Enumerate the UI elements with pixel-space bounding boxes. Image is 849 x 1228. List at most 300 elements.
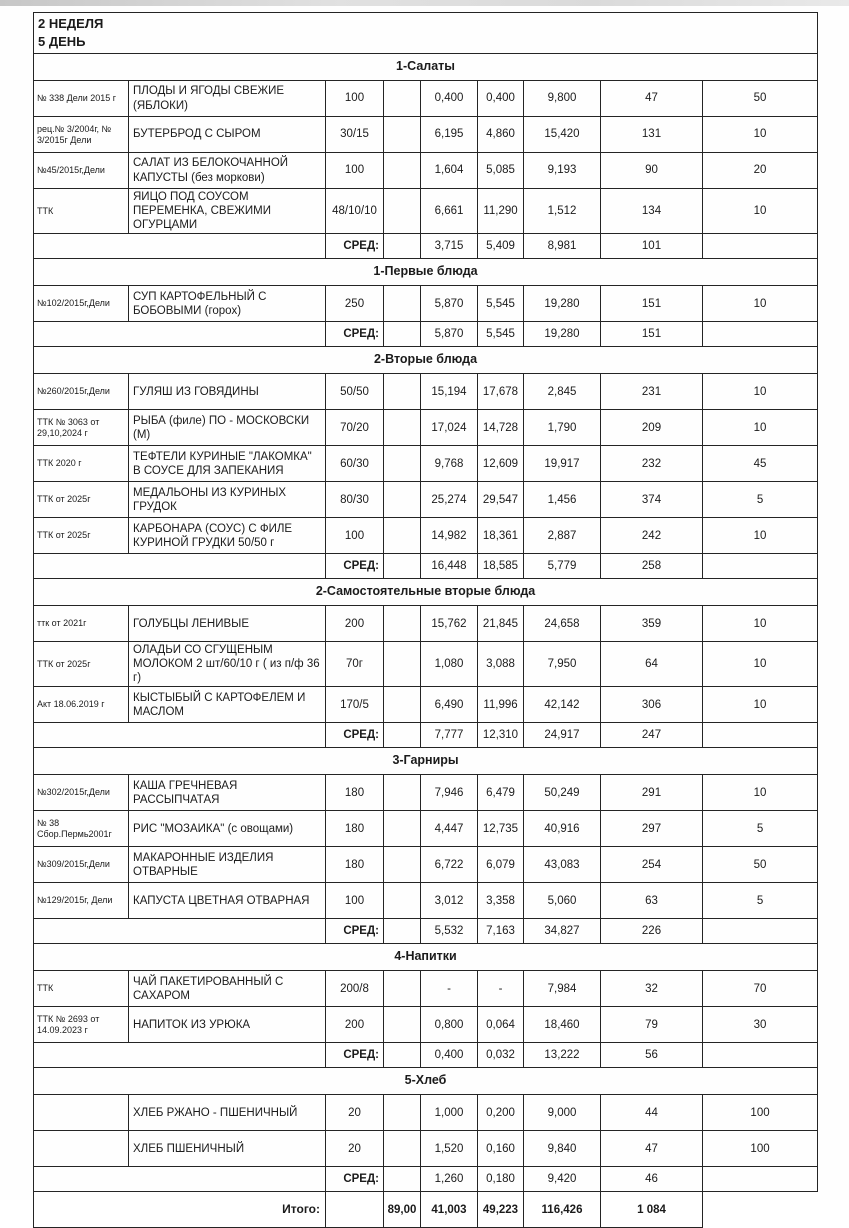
portion-size: 60/30 bbox=[326, 446, 384, 482]
dish-value-v1: 25,274 bbox=[421, 482, 478, 518]
menu-table bbox=[33, 12, 818, 1228]
dish-value-v5: 5 bbox=[703, 883, 818, 919]
section-header-row bbox=[34, 579, 818, 606]
dish-row bbox=[34, 775, 818, 811]
dish-value-v1: 0,400 bbox=[421, 81, 478, 117]
empty-cell bbox=[34, 322, 326, 347]
dish-value-v2: 5,545 bbox=[478, 286, 524, 322]
recipe-ref: ТТК от 2025г bbox=[34, 482, 129, 518]
total-row bbox=[34, 1192, 818, 1228]
dish-value-v4: 297 bbox=[601, 811, 703, 847]
dish-value-v5: 30 bbox=[703, 1007, 818, 1043]
empty-cell bbox=[384, 971, 421, 1007]
portion-size: 20 bbox=[326, 1095, 384, 1131]
avg-row bbox=[34, 723, 818, 748]
dish-value-v4: 359 bbox=[601, 606, 703, 642]
dish-name: РИС "МОЗАИКА" (с овощами) bbox=[129, 811, 326, 847]
dish-value-v1: 15,762 bbox=[421, 606, 478, 642]
dish-value-v3: 9,800 bbox=[524, 81, 601, 117]
avg-value-v1: 5,870 bbox=[421, 322, 478, 347]
avg-value-v2: 5,409 bbox=[478, 234, 524, 259]
avg-value-v2: 12,310 bbox=[478, 723, 524, 748]
dish-value-v2: 29,547 bbox=[478, 482, 524, 518]
dish-value-v5: 10 bbox=[703, 374, 818, 410]
dish-value-v2: 12,735 bbox=[478, 811, 524, 847]
portion-size: 180 bbox=[326, 811, 384, 847]
dish-value-v4: 47 bbox=[601, 81, 703, 117]
total-value-1: 41,003 bbox=[421, 1192, 478, 1228]
section-title: 4-Напитки bbox=[34, 944, 818, 971]
dish-value-v5: 50 bbox=[703, 81, 818, 117]
dish-row bbox=[34, 374, 818, 410]
dish-value-v2: 0,200 bbox=[478, 1095, 524, 1131]
empty-cell bbox=[703, 322, 818, 347]
dish-name: КАРБОНАРА (СОУС) С ФИЛЕ КУРИНОЙ ГРУДКИ 50/50 г bbox=[129, 518, 326, 554]
empty-cell bbox=[384, 286, 421, 322]
recipe-ref: №129/2015г, Дели bbox=[34, 883, 129, 919]
dish-row bbox=[34, 482, 818, 518]
empty-cell bbox=[34, 1043, 326, 1068]
dish-row bbox=[34, 642, 818, 687]
dish-row bbox=[34, 687, 818, 723]
dish-name: РЫБА (филе) ПО - МОСКОВСКИ (М) bbox=[129, 410, 326, 446]
dish-value-v5: 70 bbox=[703, 971, 818, 1007]
dish-value-v3: 42,142 bbox=[524, 687, 601, 723]
dish-value-v5: 10 bbox=[703, 410, 818, 446]
dish-value-v2: 6,479 bbox=[478, 775, 524, 811]
dish-value-v2: 5,085 bbox=[478, 153, 524, 189]
dish-row bbox=[34, 410, 818, 446]
portion-size: 200/8 bbox=[326, 971, 384, 1007]
avg-value-v3: 9,420 bbox=[524, 1167, 601, 1192]
empty-cell bbox=[384, 723, 421, 748]
avg-label: СРЕД: bbox=[326, 234, 384, 259]
portion-size: 80/30 bbox=[326, 482, 384, 518]
empty-cell bbox=[384, 554, 421, 579]
avg-value-v4: 226 bbox=[601, 919, 703, 944]
portion-size: 200 bbox=[326, 1007, 384, 1043]
dish-row bbox=[34, 1095, 818, 1131]
portion-size: 180 bbox=[326, 847, 384, 883]
dish-row bbox=[34, 286, 818, 322]
avg-value-v4: 56 bbox=[601, 1043, 703, 1068]
recipe-ref: № 38 Сбор.Пермь2001г bbox=[34, 811, 129, 847]
avg-label: СРЕД: bbox=[326, 1043, 384, 1068]
dish-value-v4: 79 bbox=[601, 1007, 703, 1043]
dish-value-v1: 17,024 bbox=[421, 410, 478, 446]
empty-cell bbox=[703, 234, 818, 259]
dish-value-v1: 1,520 bbox=[421, 1131, 478, 1167]
avg-value-v3: 5,779 bbox=[524, 554, 601, 579]
empty-cell bbox=[34, 1167, 326, 1192]
dish-value-v5: 50 bbox=[703, 847, 818, 883]
avg-value-v3: 13,222 bbox=[524, 1043, 601, 1068]
dish-value-v2: 18,361 bbox=[478, 518, 524, 554]
dish-value-v2: 11,290 bbox=[478, 189, 524, 234]
empty-cell bbox=[384, 81, 421, 117]
empty-cell bbox=[384, 518, 421, 554]
empty-cell bbox=[34, 723, 326, 748]
dish-value-v5: 10 bbox=[703, 642, 818, 687]
empty-cell bbox=[703, 919, 818, 944]
dish-value-v4: 63 bbox=[601, 883, 703, 919]
dish-value-v2: 3,358 bbox=[478, 883, 524, 919]
dish-value-v1: 5,870 bbox=[421, 286, 478, 322]
recipe-ref: №309/2015г,Дели bbox=[34, 847, 129, 883]
portion-size: 250 bbox=[326, 286, 384, 322]
dish-row bbox=[34, 811, 818, 847]
dish-value-v4: 291 bbox=[601, 775, 703, 811]
section-title: 2-Вторые блюда bbox=[34, 347, 818, 374]
empty-cell bbox=[384, 234, 421, 259]
avg-row bbox=[34, 554, 818, 579]
total-value-4: 1 084 bbox=[601, 1192, 703, 1228]
avg-row bbox=[34, 322, 818, 347]
dish-value-v3: 40,916 bbox=[524, 811, 601, 847]
section-header-row bbox=[34, 944, 818, 971]
avg-value-v4: 101 bbox=[601, 234, 703, 259]
dish-value-v4: 90 bbox=[601, 153, 703, 189]
dish-value-v5: 10 bbox=[703, 775, 818, 811]
avg-value-v2: 5,545 bbox=[478, 322, 524, 347]
dish-row bbox=[34, 1131, 818, 1167]
dish-value-v5: 10 bbox=[703, 189, 818, 234]
total-label: Итого: bbox=[34, 1192, 326, 1228]
dish-value-v4: 232 bbox=[601, 446, 703, 482]
section-title: 2-Самостоятельные вторые блюда bbox=[34, 579, 818, 606]
dish-value-v1: 6,722 bbox=[421, 847, 478, 883]
portion-size: 70г bbox=[326, 642, 384, 687]
dish-name: КЫСТЫБЫЙ С КАРТОФЕЛЕМ И МАСЛОМ bbox=[129, 687, 326, 723]
avg-value-v2: 0,180 bbox=[478, 1167, 524, 1192]
dish-value-v4: 231 bbox=[601, 374, 703, 410]
avg-value-v1: 7,777 bbox=[421, 723, 478, 748]
avg-row bbox=[34, 1043, 818, 1068]
dish-name: НАПИТОК ИЗ УРЮКА bbox=[129, 1007, 326, 1043]
dish-value-v1: 7,946 bbox=[421, 775, 478, 811]
portion-size: 50/50 bbox=[326, 374, 384, 410]
dish-value-v3: 24,658 bbox=[524, 606, 601, 642]
empty-cell bbox=[703, 554, 818, 579]
dish-value-v3: 5,060 bbox=[524, 883, 601, 919]
dish-value-v3: 19,280 bbox=[524, 286, 601, 322]
recipe-ref: ТТК от 2025г bbox=[34, 642, 129, 687]
dish-value-v1: 6,195 bbox=[421, 117, 478, 153]
dish-name: ЯИЦО ПОД СОУСОМ ПЕРЕМЕНКА, СВЕЖИМИ ОГУРЦАМИ bbox=[129, 189, 326, 234]
empty-cell bbox=[703, 1043, 818, 1068]
dish-name: МЕДАЛЬОНЫ ИЗ КУРИНЫХ ГРУДОК bbox=[129, 482, 326, 518]
dish-value-v4: 374 bbox=[601, 482, 703, 518]
total-value-2: 49,223 bbox=[478, 1192, 524, 1228]
recipe-ref: ТТК от 2025г bbox=[34, 518, 129, 554]
dish-name: ХЛЕБ РЖАНО - ПШЕНИЧНЫЙ bbox=[129, 1095, 326, 1131]
portion-size: 20 bbox=[326, 1131, 384, 1167]
dish-value-v3: 50,249 bbox=[524, 775, 601, 811]
dish-value-v3: 9,193 bbox=[524, 153, 601, 189]
empty-cell bbox=[384, 775, 421, 811]
dish-value-v3: 9,000 bbox=[524, 1095, 601, 1131]
empty-cell bbox=[384, 847, 421, 883]
empty-cell bbox=[384, 1043, 421, 1068]
portion-size: 30/15 bbox=[326, 117, 384, 153]
dish-row bbox=[34, 117, 818, 153]
dish-name: ТЕФТЕЛИ КУРИНЫЕ "ЛАКОМКА" В СОУСЕ ДЛЯ ЗАПЕКАНИЯ bbox=[129, 446, 326, 482]
dish-value-v4: 209 bbox=[601, 410, 703, 446]
dish-value-v4: 64 bbox=[601, 642, 703, 687]
dish-value-v3: 7,950 bbox=[524, 642, 601, 687]
dish-row bbox=[34, 883, 818, 919]
recipe-ref: ТТК № 3063 от 29,10,2024 г bbox=[34, 410, 129, 446]
avg-value-v1: 5,532 bbox=[421, 919, 478, 944]
recipe-ref: №302/2015г,Дели bbox=[34, 775, 129, 811]
empty-cell bbox=[384, 117, 421, 153]
avg-value-v4: 247 bbox=[601, 723, 703, 748]
recipe-ref: №102/2015г,Дели bbox=[34, 286, 129, 322]
dish-value-v1: 9,768 bbox=[421, 446, 478, 482]
dish-value-v4: 44 bbox=[601, 1095, 703, 1131]
dish-name: ХЛЕБ ПШЕНИЧНЫЙ bbox=[129, 1131, 326, 1167]
dish-value-v1: 15,194 bbox=[421, 374, 478, 410]
dish-value-v5: 10 bbox=[703, 518, 818, 554]
empty-cell bbox=[384, 811, 421, 847]
dish-value-v5: 10 bbox=[703, 606, 818, 642]
day-label: 5 ДЕНЬ bbox=[38, 34, 86, 49]
empty-cell bbox=[384, 1095, 421, 1131]
dish-value-v4: 47 bbox=[601, 1131, 703, 1167]
dish-row bbox=[34, 606, 818, 642]
dish-value-v2: 0,064 bbox=[478, 1007, 524, 1043]
dish-name: МАКАРОННЫЕ ИЗДЕЛИЯ ОТВАРНЫЕ bbox=[129, 847, 326, 883]
dish-name: КАПУСТА ЦВЕТНАЯ ОТВАРНАЯ bbox=[129, 883, 326, 919]
recipe-ref: ТТК bbox=[34, 971, 129, 1007]
empty-cell bbox=[326, 1192, 384, 1228]
dish-value-v4: 131 bbox=[601, 117, 703, 153]
avg-label: СРЕД: bbox=[326, 723, 384, 748]
recipe-ref bbox=[34, 1095, 129, 1131]
section-header-row bbox=[34, 259, 818, 286]
empty-cell bbox=[384, 1007, 421, 1043]
dish-value-v3: 1,512 bbox=[524, 189, 601, 234]
recipe-ref: Акт 18.06.2019 г bbox=[34, 687, 129, 723]
avg-value-v1: 16,448 bbox=[421, 554, 478, 579]
section-title: 1-Салаты bbox=[34, 54, 818, 81]
dish-row bbox=[34, 847, 818, 883]
recipe-ref bbox=[34, 1131, 129, 1167]
dish-value-v5: 45 bbox=[703, 446, 818, 482]
dish-value-v2: - bbox=[478, 971, 524, 1007]
dish-value-v2: 0,400 bbox=[478, 81, 524, 117]
section-title: 3-Гарниры bbox=[34, 748, 818, 775]
dish-name: ОЛАДЬИ СО СГУЩЕНЫМ МОЛОКОМ 2 шт/60/10 г ( из п/ф 36 г) bbox=[129, 642, 326, 687]
dish-value-v3: 15,420 bbox=[524, 117, 601, 153]
avg-label: СРЕД: bbox=[326, 554, 384, 579]
dish-row bbox=[34, 81, 818, 117]
avg-label: СРЕД: bbox=[326, 1167, 384, 1192]
dish-value-v3: 19,917 bbox=[524, 446, 601, 482]
scan-artifact-streak bbox=[0, 0, 849, 6]
dish-value-v2: 21,845 bbox=[478, 606, 524, 642]
section-header-row bbox=[34, 347, 818, 374]
avg-value-v3: 34,827 bbox=[524, 919, 601, 944]
recipe-ref: №45/2015г,Дели bbox=[34, 153, 129, 189]
dish-value-v2: 11,996 bbox=[478, 687, 524, 723]
dish-value-v4: 254 bbox=[601, 847, 703, 883]
dish-name: ПЛОДЫ И ЯГОДЫ СВЕЖИЕ (ЯБЛОКИ) bbox=[129, 81, 326, 117]
dish-name: ЧАЙ ПАКЕТИРОВАННЫЙ С САХАРОМ bbox=[129, 971, 326, 1007]
portion-size: 180 bbox=[326, 775, 384, 811]
dish-value-v4: 32 bbox=[601, 971, 703, 1007]
avg-value-v3: 8,981 bbox=[524, 234, 601, 259]
week-label: 2 НЕДЕЛЯ bbox=[38, 15, 104, 31]
dish-row bbox=[34, 153, 818, 189]
empty-cell bbox=[384, 189, 421, 234]
dish-value-v2: 12,609 bbox=[478, 446, 524, 482]
portion-size: 200 bbox=[326, 606, 384, 642]
dish-value-v1: 6,661 bbox=[421, 189, 478, 234]
dish-value-v2: 14,728 bbox=[478, 410, 524, 446]
avg-value-v3: 24,917 bbox=[524, 723, 601, 748]
dish-value-v3: 9,840 bbox=[524, 1131, 601, 1167]
recipe-ref: ттк от 2021г bbox=[34, 606, 129, 642]
avg-value-v2: 7,163 bbox=[478, 919, 524, 944]
recipe-ref: рец.№ 3/2004г, № 3/2015г Дели bbox=[34, 117, 129, 153]
portion-size: 100 bbox=[326, 153, 384, 189]
dish-value-v2: 3,088 bbox=[478, 642, 524, 687]
recipe-ref: ТТК bbox=[34, 189, 129, 234]
avg-row bbox=[34, 1167, 818, 1192]
empty-cell bbox=[384, 410, 421, 446]
avg-value-v4: 151 bbox=[601, 322, 703, 347]
section-header-row bbox=[34, 748, 818, 775]
avg-value-v1: 0,400 bbox=[421, 1043, 478, 1068]
portion-size: 100 bbox=[326, 883, 384, 919]
dish-value-v1: 6,490 bbox=[421, 687, 478, 723]
avg-label: СРЕД: bbox=[326, 919, 384, 944]
avg-value-v1: 1,260 bbox=[421, 1167, 478, 1192]
title-cell bbox=[34, 13, 818, 54]
dish-row bbox=[34, 1007, 818, 1043]
avg-value-v4: 46 bbox=[601, 1167, 703, 1192]
empty-cell bbox=[384, 482, 421, 518]
table-title-row bbox=[34, 13, 818, 54]
dish-value-v1: 1,604 bbox=[421, 153, 478, 189]
empty-cell bbox=[384, 374, 421, 410]
empty-cell bbox=[34, 554, 326, 579]
recipe-ref: №260/2015г,Дели bbox=[34, 374, 129, 410]
avg-row bbox=[34, 234, 818, 259]
empty-cell bbox=[384, 322, 421, 347]
portion-size: 70/20 bbox=[326, 410, 384, 446]
dish-name: ГОЛУБЦЫ ЛЕНИВЫЕ bbox=[129, 606, 326, 642]
section-title: 5-Хлеб bbox=[34, 1068, 818, 1095]
dish-value-v5: 10 bbox=[703, 687, 818, 723]
portion-size: 100 bbox=[326, 81, 384, 117]
dish-value-v3: 7,984 bbox=[524, 971, 601, 1007]
dish-value-v5: 20 bbox=[703, 153, 818, 189]
dish-value-v3: 43,083 bbox=[524, 847, 601, 883]
recipe-ref: ТТК 2020 г bbox=[34, 446, 129, 482]
section-title: 1-Первые блюда bbox=[34, 259, 818, 286]
dish-value-v5: 5 bbox=[703, 482, 818, 518]
empty-cell bbox=[384, 1131, 421, 1167]
recipe-ref: № 338 Дели 2015 г bbox=[34, 81, 129, 117]
portion-size: 170/5 bbox=[326, 687, 384, 723]
empty-cell bbox=[384, 687, 421, 723]
dish-value-v3: 1,456 bbox=[524, 482, 601, 518]
empty-cell bbox=[384, 919, 421, 944]
empty-cell bbox=[703, 723, 818, 748]
dish-row bbox=[34, 971, 818, 1007]
dish-value-v2: 0,160 bbox=[478, 1131, 524, 1167]
dish-value-v2: 17,678 bbox=[478, 374, 524, 410]
avg-value-v2: 0,032 bbox=[478, 1043, 524, 1068]
dish-value-v1: 14,982 bbox=[421, 518, 478, 554]
empty-cell bbox=[384, 446, 421, 482]
section-header-row bbox=[34, 54, 818, 81]
avg-value-v1: 3,715 bbox=[421, 234, 478, 259]
dish-value-v2: 6,079 bbox=[478, 847, 524, 883]
dish-value-v3: 2,887 bbox=[524, 518, 601, 554]
dish-value-v3: 2,845 bbox=[524, 374, 601, 410]
dish-value-v3: 1,790 bbox=[524, 410, 601, 446]
dish-name: СУП КАРТОФЕЛЬНЫЙ С БОБОВЫМИ (горох) bbox=[129, 286, 326, 322]
dish-value-v5: 100 bbox=[703, 1095, 818, 1131]
dish-name: ГУЛЯШ ИЗ ГОВЯДИНЫ bbox=[129, 374, 326, 410]
empty-cell bbox=[384, 153, 421, 189]
dish-value-v1: 3,012 bbox=[421, 883, 478, 919]
dish-row bbox=[34, 446, 818, 482]
empty-cell bbox=[384, 642, 421, 687]
dish-value-v5: 10 bbox=[703, 117, 818, 153]
recipe-ref: ТТК № 2693 от 14.09.2023 г bbox=[34, 1007, 129, 1043]
dish-name: КАША ГРЕЧНЕВАЯ РАССЫПЧАТАЯ bbox=[129, 775, 326, 811]
dish-row bbox=[34, 518, 818, 554]
dish-value-v1: 1,000 bbox=[421, 1095, 478, 1131]
avg-row bbox=[34, 919, 818, 944]
avg-label: СРЕД: bbox=[326, 322, 384, 347]
dish-value-v5: 10 bbox=[703, 286, 818, 322]
dish-value-v4: 134 bbox=[601, 189, 703, 234]
empty-cell bbox=[384, 1167, 421, 1192]
dish-value-v2: 4,860 bbox=[478, 117, 524, 153]
avg-value-v3: 19,280 bbox=[524, 322, 601, 347]
dish-value-v4: 151 bbox=[601, 286, 703, 322]
dish-value-v1: - bbox=[421, 971, 478, 1007]
avg-value-v4: 258 bbox=[601, 554, 703, 579]
dish-value-v1: 1,080 bbox=[421, 642, 478, 687]
portion-size: 48/10/10 bbox=[326, 189, 384, 234]
empty-cell bbox=[34, 234, 326, 259]
dish-name: БУТЕРБРОД С СЫРОМ bbox=[129, 117, 326, 153]
dish-value-v5: 100 bbox=[703, 1131, 818, 1167]
empty-cell bbox=[384, 606, 421, 642]
dish-row bbox=[34, 189, 818, 234]
dish-value-v5: 5 bbox=[703, 811, 818, 847]
empty-cell bbox=[703, 1167, 818, 1192]
total-value-3: 116,426 bbox=[524, 1192, 601, 1228]
avg-value-v2: 18,585 bbox=[478, 554, 524, 579]
section-header-row bbox=[34, 1068, 818, 1095]
empty-cell bbox=[34, 919, 326, 944]
dish-value-v1: 4,447 bbox=[421, 811, 478, 847]
dish-value-v4: 242 bbox=[601, 518, 703, 554]
dish-value-v4: 306 bbox=[601, 687, 703, 723]
blank-corner-cell bbox=[703, 1192, 818, 1228]
dish-value-v3: 18,460 bbox=[524, 1007, 601, 1043]
dish-name: САЛАТ ИЗ БЕЛОКОЧАННОЙ КАПУСТЫ (без моркови) bbox=[129, 153, 326, 189]
dish-value-v1: 0,800 bbox=[421, 1007, 478, 1043]
total-weight-sum: 89,00 bbox=[384, 1192, 421, 1228]
